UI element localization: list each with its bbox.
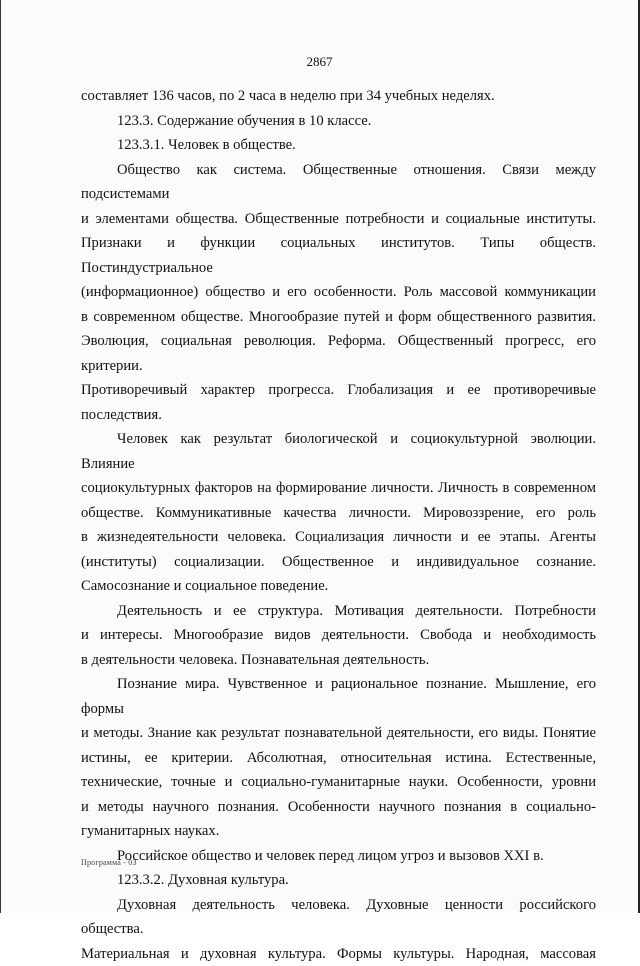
paragraph-line: Духовная деятельность человека. Духовные ценности российского общества. xyxy=(81,893,596,942)
paragraph-line: гуманитарных науках. xyxy=(81,819,596,844)
paragraph-line: обществе. Коммуникативные качества личности. Мировоззрение, его роль xyxy=(81,501,596,526)
page-number: 2867 xyxy=(1,54,638,70)
paragraph-line: технические, точные и социально-гуманитарные науки. Особенности, уровни xyxy=(81,770,596,795)
paragraph-line: Самосознание и социальное поведение. xyxy=(81,574,596,599)
paragraph-line: и методы. Знание как результат познавательной деятельности, его виды. Понятие xyxy=(81,721,596,746)
paragraph-line: в современном обществе. Многообразие путей и форм общественного развития. xyxy=(81,305,596,330)
paragraph-line: Познание мира. Чувственное и рациональное познание. Мышление, его формы xyxy=(81,672,596,721)
paragraph-line: и методы научного познания. Особенности научного познания в социально- xyxy=(81,795,596,820)
paragraph-line: Противоречивый характер прогресса. Глобализация и ее противоречивые xyxy=(81,378,596,403)
footer-label: Программа - 03 xyxy=(81,858,137,867)
paragraph-line: Признаки и функции социальных институтов. Типы обществ. Постиндустриальное xyxy=(81,231,596,280)
body-text xyxy=(81,84,596,966)
paragraph-line: и интересы. Многообразие видов деятельности. Свобода и необходимость xyxy=(81,623,596,648)
paragraph-line: в деятельности человека. Познавательная деятельность. xyxy=(81,648,596,673)
paragraph-line: Эволюция, социальная революция. Реформа. Общественный прогресс, его критерии. xyxy=(81,329,596,378)
paragraph-line: Материальная и духовная культура. Формы культуры. Народная, массовая xyxy=(81,942,596,966)
paragraph-line: в жизнедеятельности человека. Социализация личности и ее этапы. Агенты xyxy=(81,525,596,550)
paragraph-line: Общество как система. Общественные отношения. Связи между подсистемами xyxy=(81,158,596,207)
paragraph-line: и элементами общества. Общественные потребности и социальные институты. xyxy=(81,207,596,232)
subsection-heading: 123.3.1. Человек в обществе. xyxy=(81,133,596,158)
paragraph-line: истины, ее критерии. Абсолютная, относительная истина. Естественные, xyxy=(81,746,596,771)
paragraph-line: Деятельность и ее структура. Мотивация деятельности. Потребности xyxy=(81,599,596,624)
text-line: составляет 136 часов, по 2 часа в неделю при 34 учебных неделях. xyxy=(81,84,596,109)
paragraph-line: (институты) социализации. Общественное и индивидуальное сознание. xyxy=(81,550,596,575)
section-heading: 123.3. Содержание обучения в 10 классе. xyxy=(81,109,596,134)
paragraph-line: Человек как результат биологической и социокультурной эволюции. Влияние xyxy=(81,427,596,476)
paragraph-line: социокультурных факторов на формирование личности. Личность в современном xyxy=(81,476,596,501)
paragraph-line: последствия. xyxy=(81,403,596,428)
paragraph-line: Российское общество и человек перед лицом угроз и вызовов XXI в. xyxy=(81,844,596,869)
subsection-heading: 123.3.2. Духовная культура. xyxy=(81,868,596,893)
paragraph-line: (информационное) общество и его особенности. Роль массовой коммуникации xyxy=(81,280,596,305)
